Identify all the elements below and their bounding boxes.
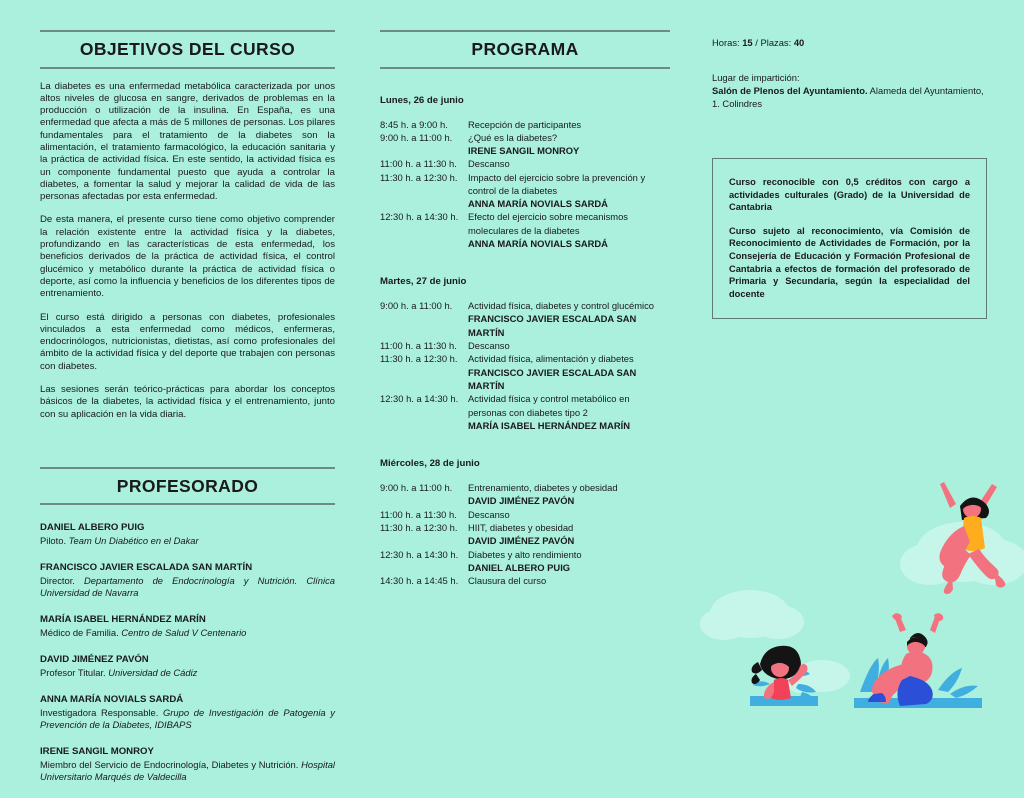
slot-desc: Efecto del ejercicio sobre mecanismos moleculares de la diabetes: [468, 211, 628, 236]
faculty-name: ANNA MARÍA NOVIALS SARDÁ: [40, 694, 184, 706]
programme-column: [380, 0, 670, 587]
swimmers-illustration: [694, 464, 1024, 734]
table-row: [380, 548, 670, 575]
slot-desc: Actividad física y control metabólico en personas con diabetes tipo 2: [468, 393, 630, 418]
slot-desc: Recepción de participantes: [468, 118, 582, 130]
slot-desc: Entrenamiento, diabetes y obesidad: [468, 482, 618, 494]
jumping-woman-figure: [939, 482, 1005, 594]
slot-desc: HIIT, diabetes y obesidad: [468, 522, 574, 533]
notice-paragraph-1: Curso reconocible con 0,5 créditos con cargo a actividades culturales (Grado) de la Universidad de Cantabria: [729, 177, 970, 213]
slot-time: 11:30 h. a 12:30 h.: [380, 353, 458, 365]
places-value: 40: [793, 37, 805, 48]
faculty-list: [40, 522, 335, 783]
table-row: [380, 339, 670, 352]
slot-desc: Diabetes y alto rendimiento: [468, 548, 582, 560]
list-item: [40, 614, 335, 639]
page-title-programa: PROGRAMA: [471, 39, 579, 59]
faculty-role: [40, 667, 335, 679]
faculty-role-italic: Team Un Diabético en el Dakar: [68, 535, 199, 547]
objectives-paragraph-2: De esta manera, el presente curso tiene como objetivo comprender la relación existente entre la actividad física y la diabetes, profundizando en las características de esta enfermedad, los beneficios derivados de la práctica de actividad física, el control glucémico y metabólico durante la práctica de actividad física o deporte, así como la influencia y beneficios de los diferentes tipos de entrenamiento.: [40, 214, 335, 300]
faculty-role-italic: Universidad de Cádiz: [108, 667, 198, 679]
faculty-name: DANIEL ALBERO PUIG: [40, 522, 145, 534]
faculty-heading-block: [40, 467, 335, 506]
places-label: Plazas:: [760, 37, 794, 48]
faculty-role-italic: Grupo de Investigación de Patogenia y Prevención de la Diabetes, IDIBAPS: [40, 707, 335, 731]
list-item: [40, 746, 335, 783]
slot-time: 9:00 h. a 11:00 h.: [380, 131, 453, 143]
faculty-role-plain: Médico de Familia.: [40, 627, 122, 639]
objectives-paragraph-1: La diabetes es una enfermedad metabólica caracterizada por unos altos niveles de glucosa en sangre, derivados de problemas en la producción o utilización de la insulina. En España, es una enfermedad que afecta a más de 5 millones de personas. Los pilares fundamentales para el tratamiento de la diabetes son la alimentación, el tratamiento farmacológico, la educación sanitaria y la práctica de actividad física. En este sentido, la actividad física es un componente fundamental puesto que ayuda a controlar la diabetes, a fomentar la salud y mejorar la calidad de vida de las personas afectadas por esta enfermedad.: [40, 80, 335, 203]
list-item: [40, 654, 335, 679]
faculty-role-plain: Profesor Titular.: [40, 667, 109, 679]
slot-time: 11:30 h. a 12:30 h.: [380, 171, 458, 183]
table-row: [380, 118, 670, 131]
accreditation-notice-box: [712, 158, 987, 319]
table-row: [380, 157, 670, 170]
faculty-role-plain: Piloto.: [40, 535, 69, 547]
table-row: [380, 131, 670, 158]
slot-time: 11:00 h. a 11:30 h.: [380, 508, 457, 520]
slot-desc: Actividad física, alimentación y diabetes: [468, 353, 634, 365]
faculty-role-plain: Director.: [40, 575, 85, 587]
table-row: [380, 481, 670, 508]
venue-block: [712, 71, 987, 110]
faculty-role-plain: Miembro del Servicio de Endocrinología, Diabetes y Nutrición.: [40, 759, 302, 771]
slot-speaker: MARÍA ISABEL HERNÁNDEZ MARÍN: [468, 419, 630, 431]
slot-time: 8:45 h. a 9:00 h.: [380, 118, 448, 130]
notice-paragraph-2: Curso sujeto al reconocimiento, vía Comisión de Reconocimiento de Actividades de Formación, por la Consejería de Educación y Formación Profesional de Cantabria a efectos de formación del profesorado de Primaria y Secundaria, según la especialidad del docente: [729, 225, 970, 299]
table-row: [380, 574, 670, 587]
slot-time: 9:00 h. a 11:00 h.: [380, 482, 453, 494]
venue-detail: [712, 84, 987, 110]
swimming-woman-figure: [750, 646, 818, 706]
page-title-objetivos: OBJETIVOS DEL CURSO: [79, 39, 296, 59]
day-title: Miércoles, 28 de junio: [380, 458, 480, 470]
objectives-paragraph-4: Las sesiones serán teórico-prácticas para abordar los conceptos básicos de la diabetes, la actividad física y el entrenamiento, junto con su aplicación en la vida diaria.: [40, 384, 335, 420]
separator: /: [752, 37, 761, 48]
list-item: [40, 694, 335, 731]
objectives-paragraph-3: El curso está dirigido a personas con diabetes, profesionales vinculados a esta enfermedad como médicos, enfermeras, endocrinólogos, nutricionistas, dietistas, así como profesionales del ámbito de la actividad física y del deporte que trabajen con personas con diabetes.: [40, 311, 335, 372]
table-row: [380, 521, 670, 548]
day-title: Lunes, 26 de junio: [380, 94, 464, 106]
programme-heading-block: [380, 30, 670, 69]
faculty-role: [40, 759, 335, 783]
faculty-role: [40, 575, 335, 599]
table-row: [380, 210, 670, 250]
table-row: [380, 352, 670, 392]
faculty-name: DAVID JIMÉNEZ PAVÓN: [40, 654, 149, 666]
cloud-shapes: [700, 522, 1024, 693]
slot-time: 11:00 h. a 11:30 h.: [380, 340, 457, 352]
hours-value: 15: [742, 37, 753, 48]
slot-desc: ¿Qué es la diabetes?: [468, 131, 558, 143]
slot-speaker: ANNA MARÍA NOVIALS SARDÁ: [468, 237, 608, 249]
slot-time: 12:30 h. a 14:30 h.: [380, 393, 459, 405]
list-item: [40, 562, 335, 599]
objectives-heading-block: [40, 30, 335, 69]
objectives-column: [40, 0, 335, 798]
hours-label: Horas:: [712, 37, 743, 48]
venue-address: Alameda del Ayuntamiento, 1. Colindres: [712, 85, 984, 109]
slot-speaker: FRANCISCO JAVIER ESCALADA SAN MARTÍN: [468, 366, 637, 391]
faculty-name: IRENE SANGIL MONROY: [40, 746, 154, 758]
slot-time: 12:30 h. a 14:30 h.: [380, 548, 459, 560]
hours-places-line: [712, 36, 987, 49]
list-item: [40, 522, 335, 547]
slot-desc: Descanso: [468, 340, 510, 352]
water-splash: [854, 648, 982, 708]
slot-speaker: DANIEL ALBERO PUIG: [468, 561, 571, 573]
table-row: [380, 171, 670, 211]
venue-label: Lugar de impartición:: [712, 72, 800, 83]
slot-time: 9:00 h. a 11:00 h.: [380, 300, 453, 312]
faculty-role-italic: Departamento de Endocrinología y Nutrición. Clínica Universidad de Navarra: [40, 575, 335, 599]
table-row: [380, 508, 670, 521]
faculty-role-plain: Investigadora Responsable.: [40, 707, 163, 719]
slot-speaker: FRANCISCO JAVIER ESCALADA SAN MARTÍN: [468, 313, 637, 338]
faculty-role-italic: Centro de Salud V Centenario: [121, 627, 247, 639]
venue-name: Salón de Plenos del Ayuntamiento.: [712, 85, 868, 96]
programme-day: [380, 95, 670, 251]
details-column: [712, 0, 987, 319]
table-row: [380, 392, 670, 432]
faculty-role: [40, 707, 335, 731]
slot-desc: Descanso: [468, 158, 510, 170]
splashing-man-figure: [854, 613, 982, 708]
water-splash-small: [750, 670, 818, 706]
slot-speaker: IRENE SANGIL MONROY: [468, 144, 580, 156]
programme-day: [380, 276, 670, 432]
slot-time: 11:00 h. a 11:30 h.: [380, 158, 457, 170]
faculty-name: MARÍA ISABEL HERNÁNDEZ MARÍN: [40, 614, 206, 626]
slot-speaker: ANNA MARÍA NOVIALS SARDÁ: [468, 197, 608, 209]
faculty-role-italic: Hospital Universitario Marqués de Valdecilla: [40, 759, 335, 783]
day-title: Martes, 27 de junio: [380, 276, 467, 288]
slot-desc: Actividad física, diabetes y control glucémico: [468, 300, 655, 312]
slot-speaker: DAVID JIMÉNEZ PAVÓN: [468, 495, 575, 507]
slot-desc: Clausura del curso: [468, 575, 547, 587]
table-row: [380, 299, 670, 339]
slot-speaker: DAVID JIMÉNEZ PAVÓN: [468, 535, 575, 547]
slot-desc: Descanso: [468, 508, 510, 520]
slot-time: 12:30 h. a 14:30 h.: [380, 211, 459, 223]
faculty-name: FRANCISCO JAVIER ESCALADA SAN MARTÍN: [40, 562, 253, 574]
slot-time: 11:30 h. a 12:30 h.: [380, 522, 458, 533]
page-title-profesorado: PROFESORADO: [116, 475, 259, 496]
slot-desc: Impacto del ejercicio sobre la prevención y control de la diabetes: [468, 171, 646, 196]
faculty-role: [40, 535, 335, 547]
faculty-role: [40, 627, 335, 639]
programme-day: [380, 458, 670, 587]
slot-time: 14:30 h. a 14:45 h.: [380, 575, 459, 587]
